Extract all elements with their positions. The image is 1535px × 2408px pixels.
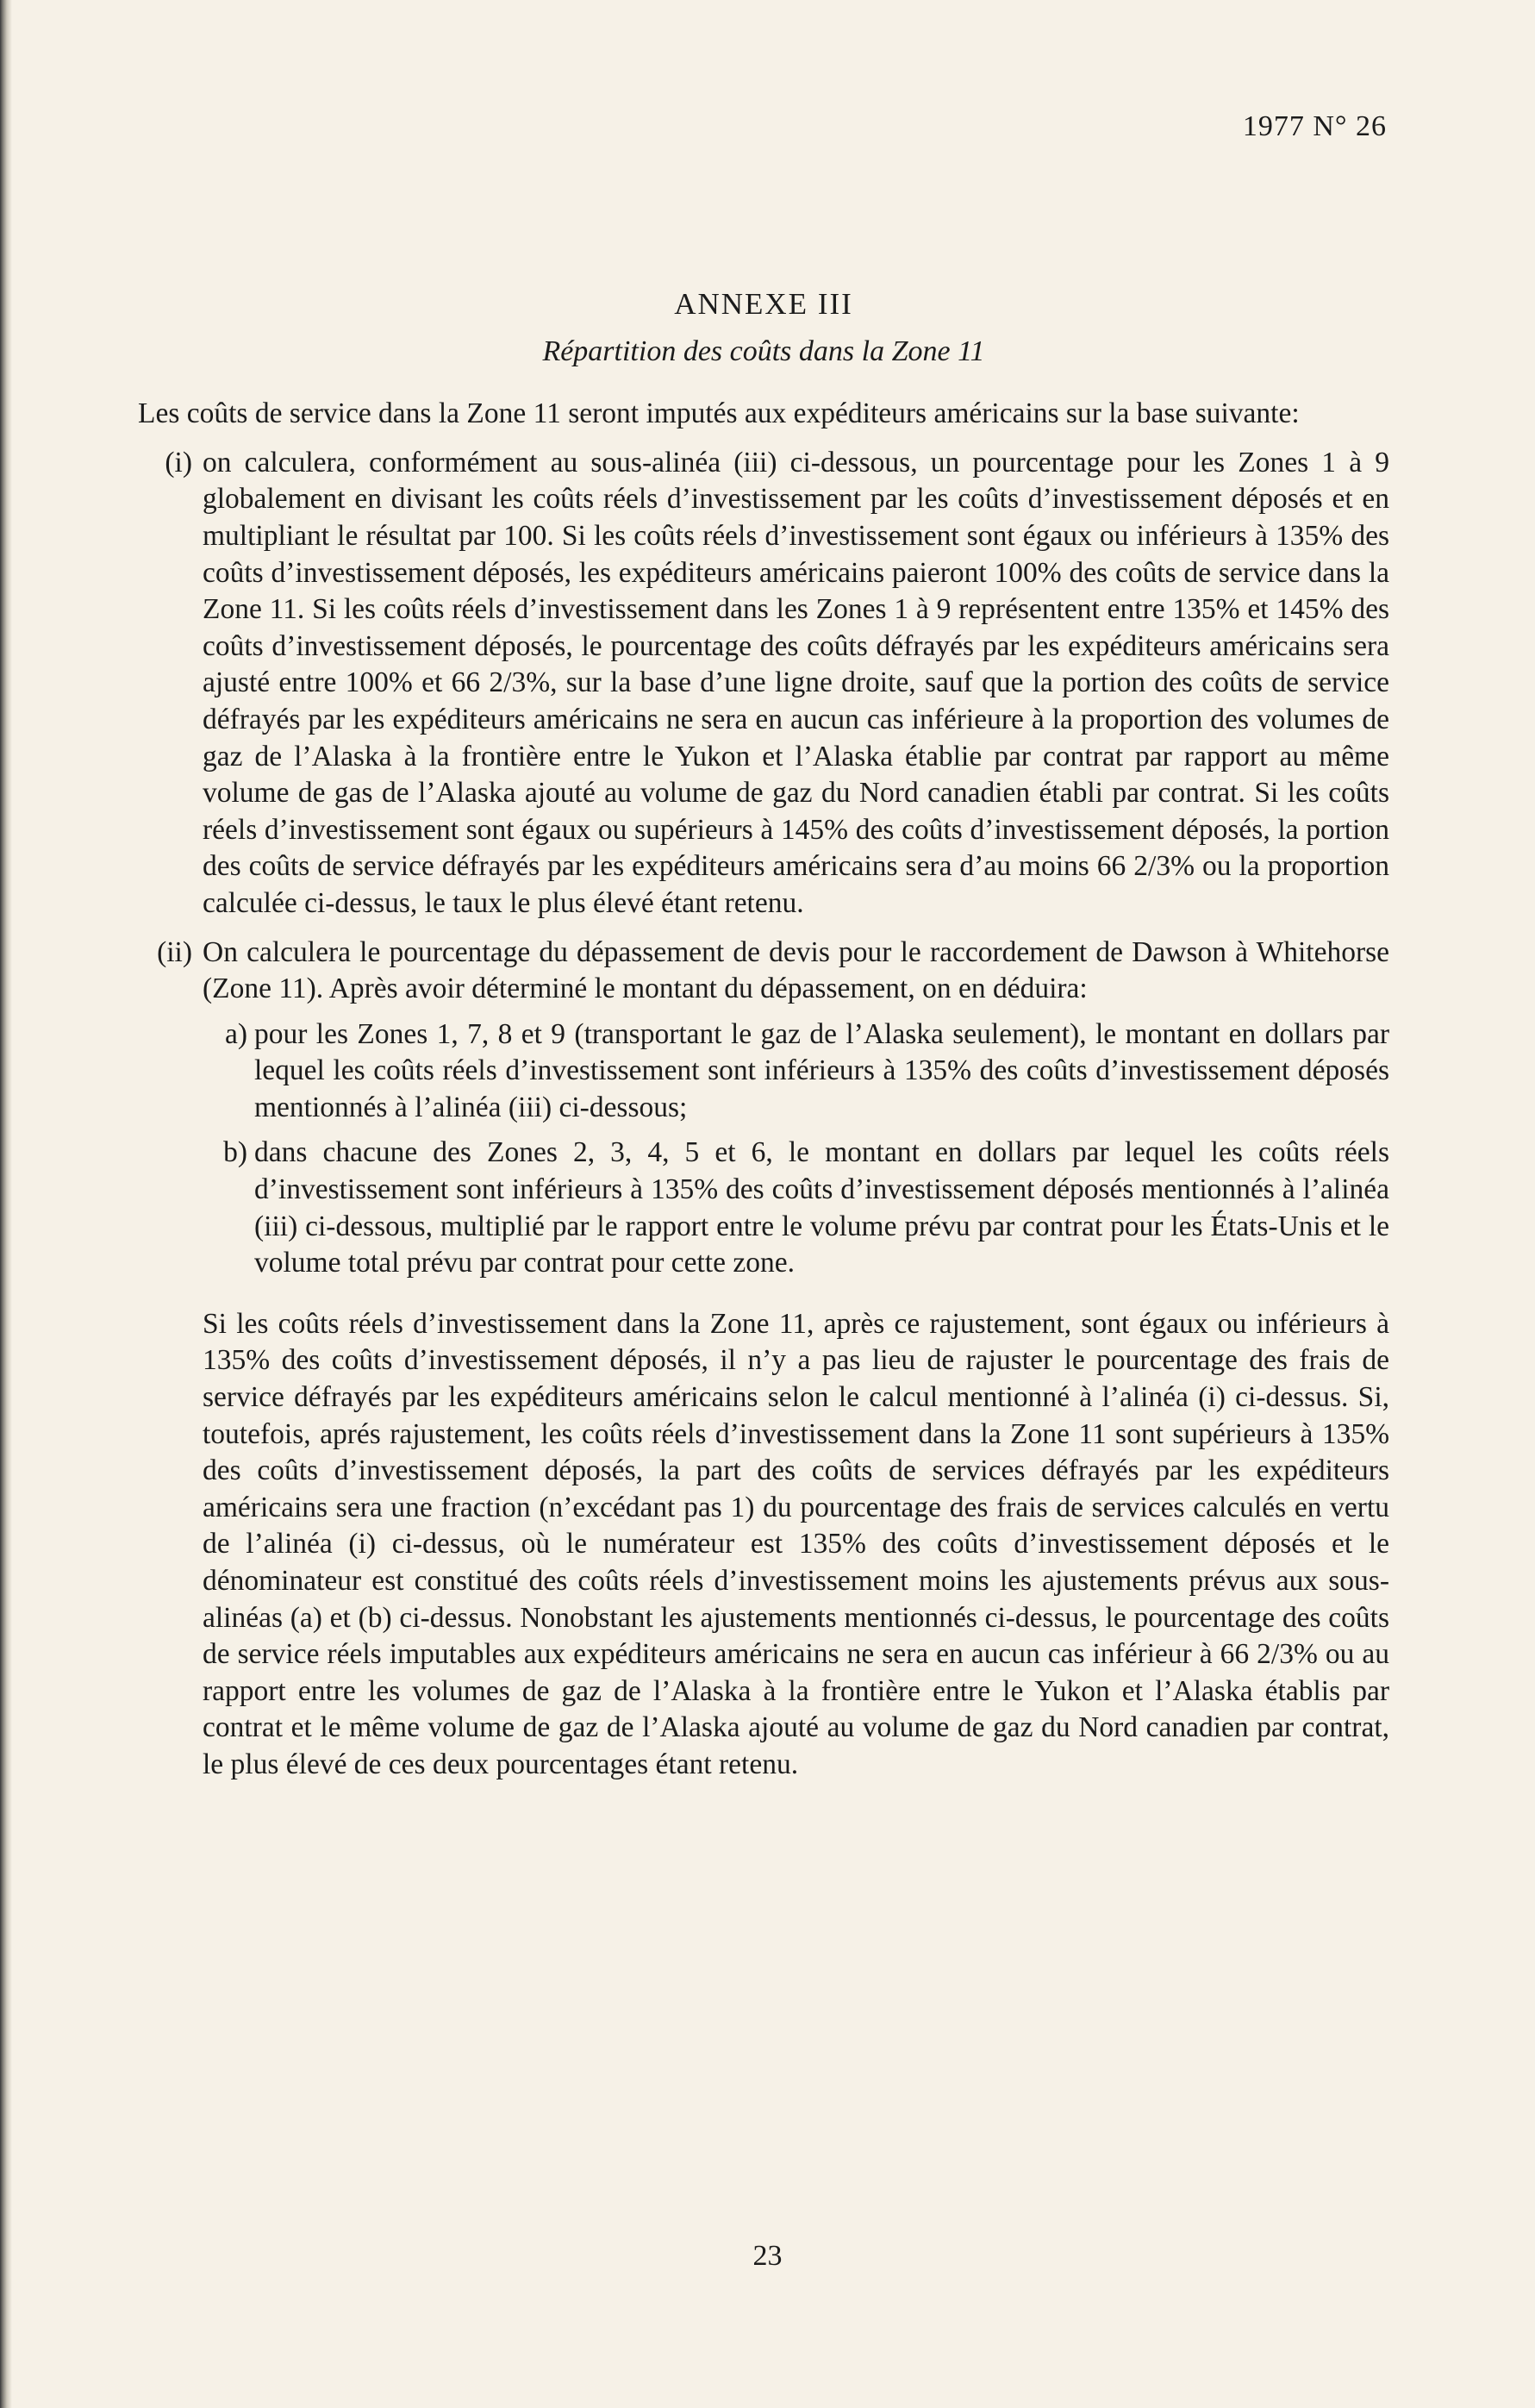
subitem-b <box>203 1135 1389 1281</box>
item-ii <box>138 935 1389 1291</box>
item-marker: (i) <box>165 446 192 478</box>
subitem-marker: b) <box>223 1136 247 1169</box>
annex-title: ANNEXE III <box>674 287 853 321</box>
page-binding-edge <box>0 0 12 2408</box>
closing-paragraph: Si les coûts réels d’investissement dans la Zone 11, après ce rajustement, sont égaux ou inférieurs à 135% des coûts d’investissement déposés, il n’y a pas lieu de rajuster le pourcentage des frais de service défrayés par les expéditeurs américains selon le calcul mentionné à l’alinéa (i) ci-dessus. Si, toutefois, aprés rajustement, les coûts réels d’investissement dans la Zone 11 sont supérieurs à 135% des coûts d’investissement déposés, la part des coûts de services défrayés par les expéditeurs américains sera une fraction (n’excédant pas 1) du pourcentage des frais de services calculés en vertu de l’alinéa (i) ci-dessus, où le numérateur est 135% des coûts d’investissement déposés et le dénominateur est constitué des coûts réels d’investissement moins les ajustements prévus aux sous-alinéas (a) et (b) ci-dessus. Nonobstant les ajustements mentionnés ci-dessus, le pourcentage des coûts de service réels imputables aux expéditeurs américains ne sera en aucun cas inférieur à 66 2/3% ou au rapport entre les volumes de gaz de l’Alaska à la frontière entre le Yukon et l’Alaska établis par contrat et le même volume de gaz de l’Alaska ajouté au volume de gaz du Nord canadien par contrat, le plus élevé de ces deux pourcentages étant retenu. <box>203 1307 1389 1780</box>
item-marker: (ii) <box>157 935 192 968</box>
item-body <box>203 935 1389 1291</box>
item-i <box>138 445 1389 923</box>
item-text: On calculera le pourcentage du dépassement de devis pour le raccordement de Dawson à Whitehorse (Zone 11). Après avoir déterminé le montant du dépassement, on en déduira: <box>203 935 1389 1005</box>
subitem-text: dans chacune des Zones 2, 3, 4, 5 et 6, le montant en dollars par lequel les coûts réels d’investissement sont inférieurs à 135% des coûts d’investissement déposés mentionnés à l’alinéa (iii) ci-dessous, multiplié par le rapport entre le volume prévu par contrat pour les États-Unis et le volume total prévu par contrat pour cette zone. <box>254 1136 1389 1279</box>
gazette-issue-number: 1977 N° 26 <box>1242 110 1387 142</box>
subitem-a <box>203 1016 1389 1127</box>
subitem-marker: a) <box>224 1017 247 1050</box>
document-body <box>138 267 1389 1784</box>
subitem-text: pour les Zones 1, 7, 8 et 9 (transportant le gaz de l’Alaska seulement), le montant en dollars par lequel les coûts réels d’investissement sont inférieurs à 135% des coûts d’investissement déposés mentionnés à l’alinéa (iii) ci-dessous; <box>254 1017 1389 1123</box>
item-text: on calculera, conformément au sous-alinéa (iii) ci-dessous, un pourcentage pour les Zones 1 à 9 globalement en divisant les coûts réels d’investissement par les coûts d’investissement déposés et en multipliant le résultat par 100. Si les coûts réels d’investissement sont égaux ou inférieurs à 135% des coûts d’investissement déposés, les expéditeurs américains paieront 100% des coûts de service dans la Zone 11. Si les coûts réels d’investissement dans les Zones 1 à 9 représentent entre 135% et 145% des coûts d’investissement déposés, le pourcentage des coûts défrayés par les expéditeurs américains sera ajusté entre 100% et 66 2/3%, sur la base d’une ligne droite, sauf que la portion des coûts de service défrayés par les expéditeurs américains ne sera en aucun cas inférieure à la proportion des volumes de gaz de l’Alaska à la frontière entre le Yukon et l’Alaska établie par contrat par rapport au même volume de gas de l’Alaska ajouté au volume de gaz du Nord canadien établi par contrat. Si les coûts réels d’investissement sont égaux ou supérieurs à 145% des coûts d’investissement déposés, la portion des coûts de service défrayés par les expéditeurs américains sera d’au moins 66 2/3% ou la proportion calculée ci-dessus, le taux le plus élevé étant retenu. <box>203 446 1389 919</box>
annex-subtitle: Répartition des coûts dans la Zone 11 <box>542 335 985 367</box>
intro-paragraph: Les coûts de service dans la Zone 11 seront imputés aux expéditeurs américains sur la base suivante: <box>138 397 1300 430</box>
page-number: 23 <box>752 2240 783 2272</box>
